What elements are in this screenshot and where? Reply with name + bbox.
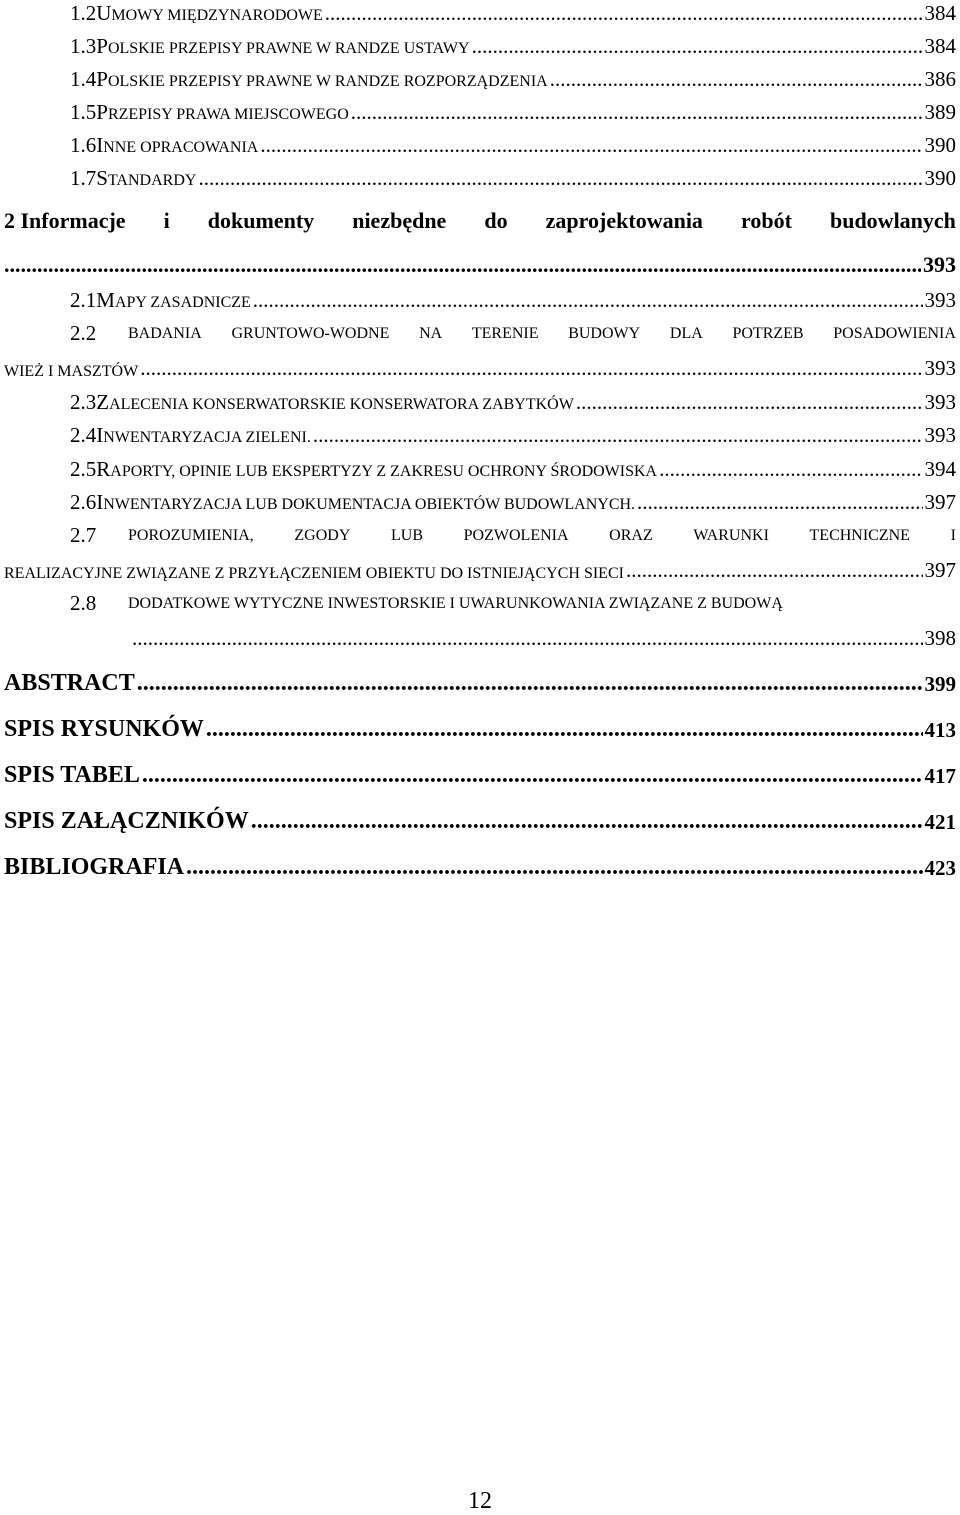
toc-spis-tabel[interactable] <box>0 759 956 791</box>
dot-leader <box>140 356 922 381</box>
entry-title: STANDARDY <box>96 166 197 190</box>
entry-page: 394 <box>924 457 956 481</box>
toc-entry-1-3[interactable] <box>0 33 956 63</box>
entry-page: 393 <box>924 288 956 312</box>
dot-leader <box>198 166 922 191</box>
toc-entry-1-7[interactable] <box>0 165 956 195</box>
toc-spis-zalacznikow[interactable] <box>0 805 956 837</box>
dot-leader <box>313 423 923 448</box>
dot-leader <box>325 1 923 26</box>
entry-title: SPIS RYSUNKÓW <box>4 716 204 742</box>
entry-title-line2: WIEŻ I MASZTÓW <box>4 363 139 380</box>
entry-title: SPIS ZAŁĄCZNIKÓW <box>4 808 249 834</box>
dot-leader <box>206 716 923 743</box>
entry-page: 393 <box>923 252 956 277</box>
dot-leader <box>251 808 923 835</box>
toc-entry-2-8[interactable] <box>0 591 956 653</box>
entry-title: DODATKOWE WYTYCZNE INWESTORSKIE I UWARUNKOWANIA ZWIĄZANE Z BUDOWĄ <box>128 595 783 612</box>
entry-number: 1.5 <box>70 100 97 124</box>
page-number: 12 <box>468 1488 492 1514</box>
toc-entry-2-7[interactable] <box>0 523 956 585</box>
dot-leader <box>351 100 923 125</box>
entry-title: SPIS TABEL <box>4 762 140 788</box>
dot-leader <box>132 626 923 651</box>
entry-page: 390 <box>924 133 956 157</box>
entry-number: 1.6 <box>70 133 97 157</box>
entry-number: 2.7 <box>70 523 97 547</box>
entry-page: 399 <box>924 672 956 696</box>
dot-leader <box>4 252 921 278</box>
entry-title: UMOWY MIĘDZYNARODOWE <box>96 1 323 25</box>
entry-page: 393 <box>924 423 956 447</box>
dot-leader <box>626 558 923 583</box>
dot-leader <box>550 67 923 92</box>
entry-title: RAPORTY, OPINIE LUB EKSPERTYZY Z ZAKRESU OCHRONY ŚRODOWISKA <box>96 457 658 481</box>
entry-title: BIBLIOGRAFIA <box>4 854 185 880</box>
entry-page: 397 <box>924 558 956 582</box>
dot-leader <box>137 670 923 697</box>
dot-leader <box>253 288 923 313</box>
entry-number: 1.2 <box>70 1 97 25</box>
toc-entry-2-4[interactable] <box>0 422 956 452</box>
entry-page: 393 <box>924 356 956 380</box>
entry-title: MAPY ZASADNICZE <box>96 288 251 312</box>
entry-title: INWENTARYZACJA LUB DOKUMENTACJA OBIEKTÓW BUDOWLANYCH. <box>96 490 636 514</box>
entry-page: 398 <box>924 626 956 650</box>
entry-number: 2.8 <box>70 591 97 615</box>
entry-title: POLSKIE PRZEPISY PRAWNE W RANDZE ROZPORZĄDZENIA <box>96 67 548 91</box>
entry-title-line1: POROZUMIENIA, ZGODY LUB POZWOLENIA ORAZ WARUNKI TECHNICZNE I <box>128 527 956 544</box>
entry-title: INWENTARYZACJA ZIELENI. <box>96 423 311 447</box>
entry-page: 421 <box>924 810 956 834</box>
toc-entry-2-3[interactable] <box>0 389 956 419</box>
entry-title: ABSTRACT <box>4 670 135 696</box>
dot-leader <box>186 854 922 881</box>
entry-number: 2.4 <box>70 423 97 447</box>
entry-number: 2.6 <box>70 490 97 514</box>
entry-page: 423 <box>924 856 956 880</box>
toc-abstract[interactable] <box>0 667 956 699</box>
entry-number: 1.3 <box>70 34 97 58</box>
entry-title: POLSKIE PRZEPISY PRAWNE W RANDZE USTAWY <box>96 34 470 58</box>
entry-number: 2.2 <box>70 321 97 345</box>
chapter-title: 2 Informacje i dokumenty niezbędne do zaprojektowania robót budowlanych <box>4 208 956 233</box>
entry-page: 389 <box>924 100 956 124</box>
dot-leader <box>659 457 922 482</box>
entry-title: ZALECENIA KONSERWATORSKIE KONSERWATORA ZABYTKÓW <box>96 390 574 414</box>
toc-entry-1-6[interactable] <box>0 132 956 162</box>
toc-entry-1-2[interactable] <box>0 0 956 30</box>
entry-page: 397 <box>924 490 956 514</box>
entry-number: 2.5 <box>70 457 97 481</box>
entry-title-line1: BADANIA GRUNTOWO-WODNE NA TERENIE BUDOWY DLA POTRZEB POSADOWIENIA <box>128 325 956 342</box>
entry-page: 393 <box>924 390 956 414</box>
toc-entry-2-2[interactable] <box>0 321 956 383</box>
entry-number: 1.7 <box>70 166 97 190</box>
entry-title: INNE OPRACOWANIA <box>96 133 259 157</box>
toc-entry-1-5[interactable] <box>0 99 956 129</box>
entry-page: 390 <box>924 166 956 190</box>
dot-leader <box>637 490 922 515</box>
entry-page: 413 <box>924 718 956 742</box>
toc-entry-2-5[interactable] <box>0 456 956 486</box>
entry-page: 384 <box>924 34 956 58</box>
toc-entry-2-6[interactable] <box>0 489 956 519</box>
entry-number: 1.4 <box>70 67 97 91</box>
toc-bibliografia[interactable] <box>0 851 956 883</box>
entry-number: 2.1 <box>70 288 97 312</box>
entry-page: 386 <box>924 67 956 91</box>
toc-entry-2-1[interactable] <box>0 287 956 317</box>
dot-leader <box>142 762 923 789</box>
entry-title-line2: REALIZACYJNE ZWIĄZANE Z PRZYŁĄCZENIEM OBIEKTU DO ISTNIEJĄCYCH SIECI <box>4 565 624 582</box>
entry-page: 384 <box>924 1 956 25</box>
toc-spis-rysunkow[interactable] <box>0 713 956 745</box>
dot-leader <box>260 133 922 158</box>
entry-title: PRZEPISY PRAWA MIEJSCOWEGO <box>96 100 349 124</box>
dot-leader <box>472 34 923 59</box>
entry-number: 2.3 <box>70 390 97 414</box>
toc-entry-1-4[interactable] <box>0 66 956 96</box>
entry-page: 417 <box>924 764 956 788</box>
dot-leader <box>576 390 923 415</box>
